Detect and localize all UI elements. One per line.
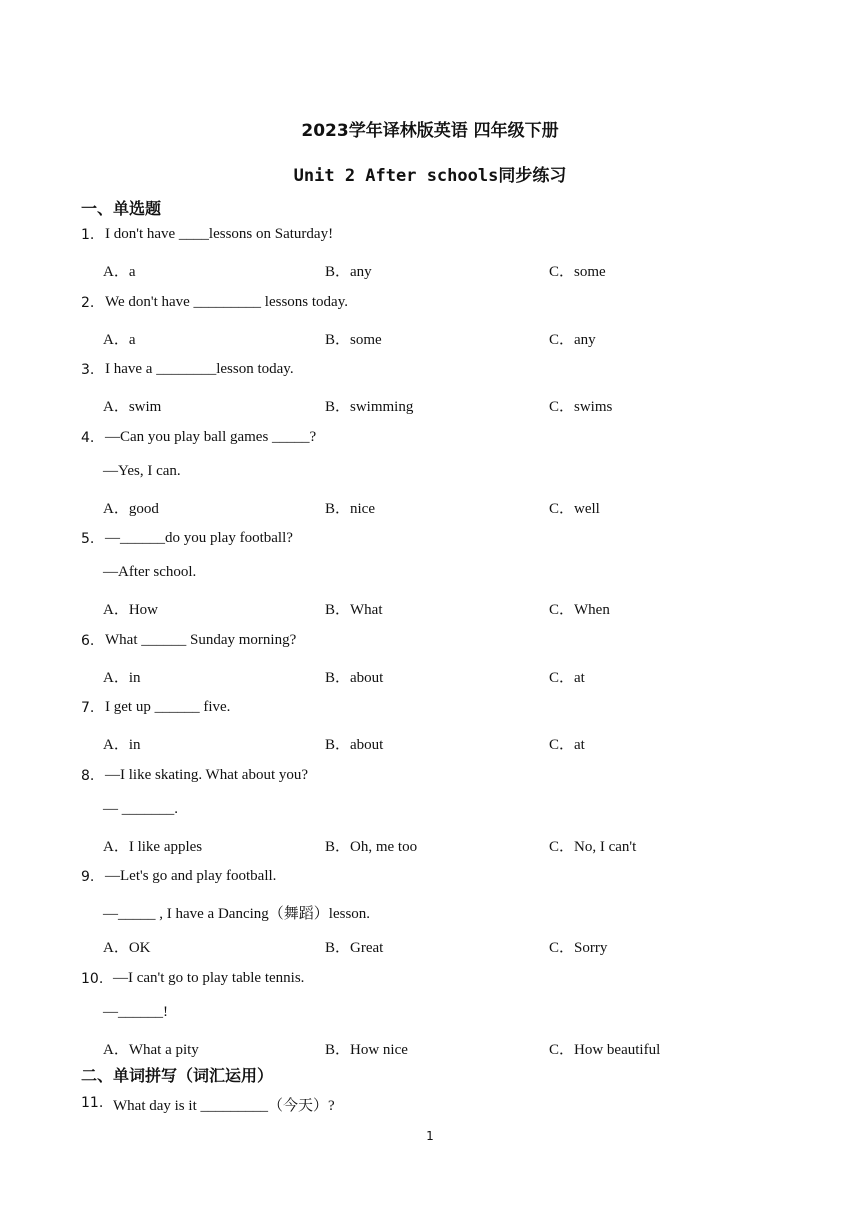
question-text: —Yes, I can. xyxy=(103,463,181,479)
question-number: 5. xyxy=(81,531,95,547)
option-a: A．a xyxy=(103,264,136,280)
question-number: 8. xyxy=(81,768,95,784)
option-a: A．OK xyxy=(103,940,151,956)
option-b: B．What xyxy=(325,602,383,618)
option-b: B．Great xyxy=(325,940,384,956)
question-text: I get up ______ five. xyxy=(105,699,231,715)
option-c: C．at xyxy=(549,737,585,753)
option-c: C．some xyxy=(549,264,606,280)
option-b: B．some xyxy=(325,332,382,348)
question-text: —_____ , I have a Dancing（舞蹈）lesson. xyxy=(103,906,371,922)
option-a: A．in xyxy=(103,737,141,753)
question-text: —______! xyxy=(103,1004,168,1020)
option-a: A．swim xyxy=(103,399,162,415)
question-text: —Can you play ball games _____? xyxy=(105,429,317,445)
option-c: C．at xyxy=(549,670,585,686)
option-c: C．When xyxy=(549,602,610,618)
question-text: —I can't go to play table tennis. xyxy=(113,970,305,986)
question-text: What day is it _________（今天）? xyxy=(113,1098,335,1114)
question-text: —I like skating. What about you? xyxy=(105,767,309,783)
question-text: — _______. xyxy=(103,801,178,817)
question-number: 2. xyxy=(81,295,95,311)
option-b: B．any xyxy=(325,264,372,280)
section-heading-single-choice: 一、单选题 xyxy=(81,199,162,218)
option-c: C．How beautiful xyxy=(549,1042,661,1058)
document-title: 2023学年译林版英语 四年级下册 xyxy=(301,121,559,141)
option-b: B．about xyxy=(325,670,384,686)
option-a: A．good xyxy=(103,501,159,517)
option-c: C．swims xyxy=(549,399,613,415)
option-a: A．I like apples xyxy=(103,839,203,855)
question-text: I don't have ____lessons on Saturday! xyxy=(105,226,334,242)
question-number: 10. xyxy=(81,971,104,987)
question-number: 4. xyxy=(81,430,95,446)
option-c: C．No, I can't xyxy=(549,839,637,855)
page-number: 1 xyxy=(426,1129,434,1143)
question-number: 3. xyxy=(81,362,95,378)
option-b: B．about xyxy=(325,737,384,753)
question-text: —______do you play football? xyxy=(105,530,293,546)
question-text: We don't have _________ lessons today. xyxy=(105,294,348,310)
option-b: B．swimming xyxy=(325,399,414,415)
document-subtitle: Unit 2 After schools同步练习 xyxy=(293,166,567,186)
question-text: —After school. xyxy=(103,564,197,580)
option-b: B．How nice xyxy=(325,1042,408,1058)
question-text: I have a ________lesson today. xyxy=(105,361,294,377)
option-c: C．any xyxy=(549,332,596,348)
question-number: 7. xyxy=(81,700,95,716)
question-number: 1. xyxy=(81,227,95,243)
option-a: A．What a pity xyxy=(103,1042,199,1058)
question-text: What ______ Sunday morning? xyxy=(105,632,297,648)
option-b: B．Oh, me too xyxy=(325,839,418,855)
question-text: —Let's go and play football. xyxy=(105,868,277,884)
option-a: A．How xyxy=(103,602,158,618)
option-c: C．well xyxy=(549,501,600,517)
section-heading-spelling: 二、单词拼写（词汇运用） xyxy=(81,1066,274,1085)
option-a: A．in xyxy=(103,670,141,686)
question-number: 9. xyxy=(81,869,95,885)
option-c: C．Sorry xyxy=(549,940,608,956)
question-number: 6. xyxy=(81,633,95,649)
option-a: A．a xyxy=(103,332,136,348)
option-b: B．nice xyxy=(325,501,375,517)
question-number: 11. xyxy=(81,1095,104,1111)
